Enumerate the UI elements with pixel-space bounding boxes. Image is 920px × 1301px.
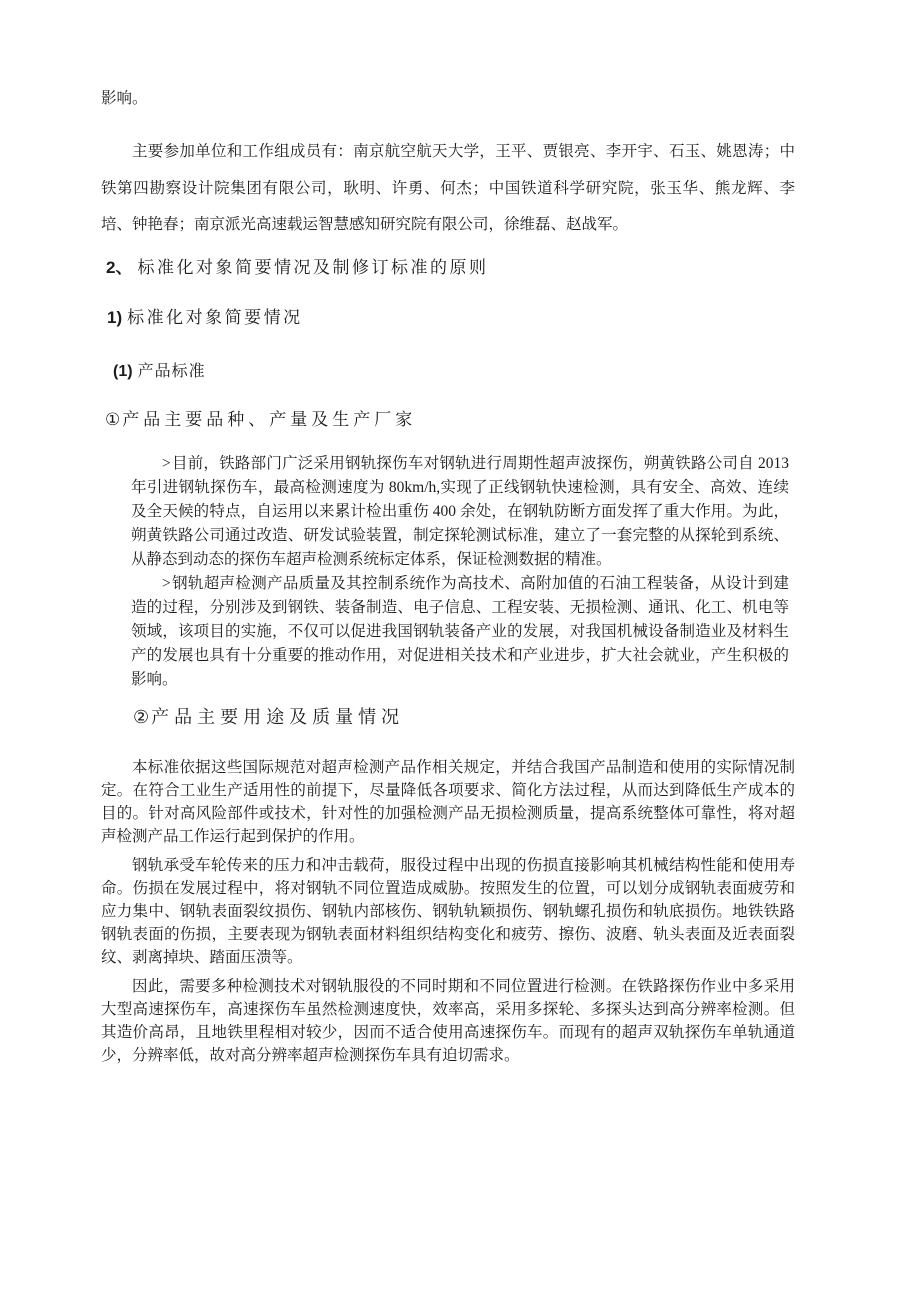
point1-heading-text: 产品主要品种、产量及生产厂家: [122, 409, 417, 429]
subsection-heading: [101, 306, 795, 330]
item-heading-number: (1): [113, 362, 133, 380]
subsection-heading-text: 标准化对象简要情况: [127, 307, 303, 327]
bullet-paragraph: [131, 452, 789, 572]
subsection-heading-number: 1): [107, 307, 123, 327]
point2-heading-number: ②: [133, 706, 150, 727]
point1-heading-number: ①: [105, 409, 121, 429]
point2-heading: [101, 704, 795, 730]
point1-heading: [101, 408, 795, 432]
body-paragraph: 钢轨承受车轮传来的压力和冲击载荷，服役过程中出现的伤损直接影响其机械结构性能和使用寿命。伤损在发展过程中，将对钢轨不同位置造成威胁。按照发生的位置，可以划分成钢轨表面疲劳和应力集中、钢轨表面裂纹损伤、钢轨内部核伤、钢轨轨颖损伤、钢轨螺孔损伤和轨底损伤。地铁铁路钢轨表面的伤损，主要表现为钢轨表面材料组织结构变化和疲劳、擦伤、波磨、轨头表面及近表面裂纹、剥离掉块、踏面压溃等。: [101, 856, 795, 966]
bullet-text: 钢轨超声检测产品质量及其控制系统作为高技术、高附加值的石油工程装备，从设计到建造的过程，分别涉及到钢铁、装备制造、电子信息、工程安装、无损检测、通讯、化工、机电等领域，该项目的实施，不仅可以促进我国钢轨装备产业的发展，对我国机械设备制造业及材料生产的发展也具有十分重要的推动作用，对促进相关技术和产业进步，扩大社会就业，产生积极的影响。: [131, 574, 789, 688]
body-paragraph: 因此，需要多种检测技术对钢轨服役的不同时期和不同位置进行检测。在铁路探伤作业中多采用大型高速探伤车，高速探伤车虽然检测速度快，效率高，采用多探轮、多探头达到高分辨率检测。但其造价高昂，且地铁里程相对较少，因而不适合使用高速探伤车。而现有的超声双轨探伤车单轨通道少，分辨率低，故对高分辨率超声检测探伤车具有迫切需求。: [101, 977, 795, 1064]
participants-paragraph: 主要参加单位和工作组成员有：南京航空航天大学，王平、贾银亮、李开宇、石玉、姚恩涛；中铁第四勘察设计院集团有限公司，耿明、许勇、何杰；中国铁道科学研究院，张玉华、熊龙辉、李培、钟艳春；南京派光高速载运智慧感知研究院有限公司，徐维磊、赵战军。: [101, 143, 795, 233]
bullet-paragraph: [131, 572, 789, 692]
point1-bullet-list: [131, 452, 789, 692]
bullet-text: 目前，铁路部门广泛采用钢轨探伤车对钢轨进行周期性超声波探伤，朔黄铁路公司自 2013 年引进钢轨探伤车，最高检测速度为 80km/h,实现了正线钢轨快速检测，具有安全、高效、连续及全天候的特点，自运用以来累计检出重伤 400 余处，在钢轨防断方面发挥了重大作用。为此，朔黄铁路公司通过改造、研发试验装置，制定探轮测试标准，建立了一套完整的从探轮到系统、从静态到动态的探伤车超声检测系统标定体系，保证检测数据的精准。: [131, 454, 789, 568]
continuation-paragraph: 影响。: [101, 90, 148, 107]
item-heading: [101, 360, 795, 384]
section-heading-text: 标准化对象简要情况及制修订标准的原则: [137, 257, 489, 277]
document-content: [101, 88, 795, 1067]
section-heading-number: 2、: [106, 257, 133, 277]
body-paragraph: 本标准依据这些国际规范对超声检测产品作相关规定，并结合我国产品制造和使用的实际情况制定。在符合工业生产适用性的前提下，尽量降低各项要求、简化方法过程，从而达到降低生产成本的目的。针对高风险部件或技术，针对性的加强检测产品无损检测质量，提高系统整体可靠性，将对超声检测产品工作运行起到保护的作用。: [101, 758, 795, 845]
bullet-marker: >: [162, 454, 172, 472]
item-heading-text: 产品标准: [137, 362, 206, 380]
point2-heading-text: 产品主要用途及质量情况: [151, 706, 405, 727]
bullet-marker: >: [162, 574, 172, 592]
section-heading: [101, 256, 795, 280]
